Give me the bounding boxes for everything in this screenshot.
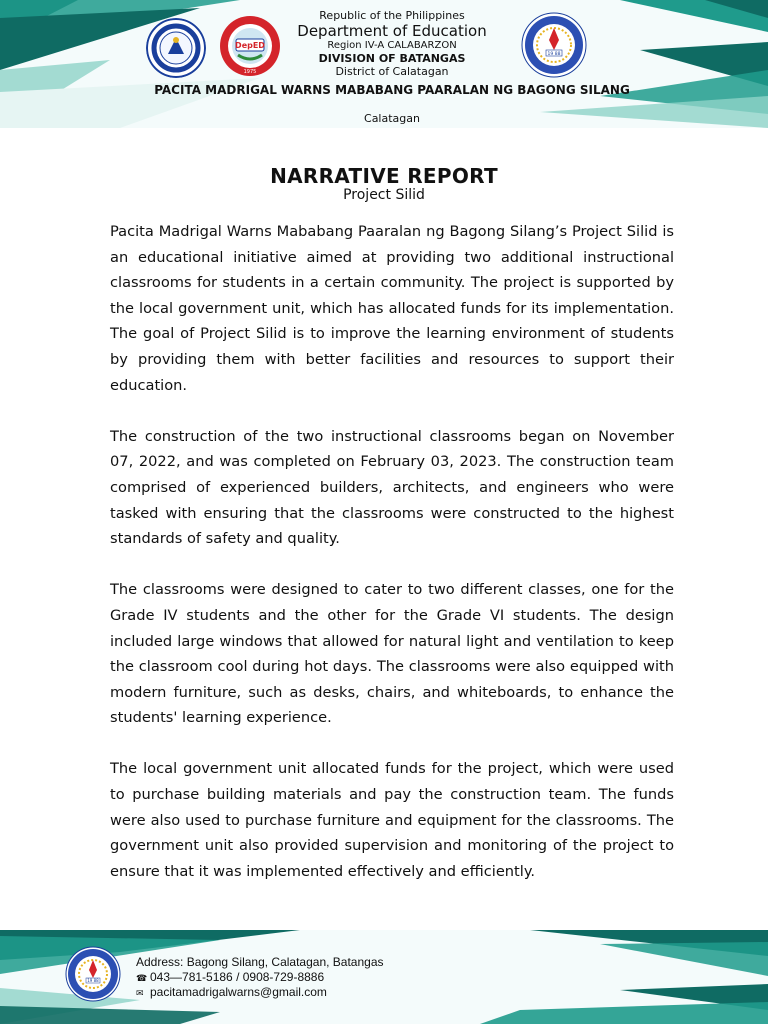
email-line: [136, 985, 384, 1001]
region-label: Region IV-A CALABARZON: [327, 40, 457, 52]
phone-line: [136, 970, 384, 986]
document-title: NARRATIVE REPORT: [270, 164, 498, 188]
republic-label: Republic of the Philippines: [319, 9, 465, 22]
department-label: Department of Education: [297, 22, 487, 41]
paragraph: The construction of the two instructional classrooms began on November 07, 2022, and was completed on February 03, 2023. The construction team comprised of experienced builders, architects, and engineers who were tasked with ensuring that the classrooms were constructed to the highest standards of safety and quality.: [110, 427, 674, 548]
paragraph: The local government unit allocated funds for the project, which were used to purchase building materials and pay the construction team. The funds were also used to purchase furniture and equipment for the classrooms. The government unit also provided supervision and monitoring of the project to ensure that it was implemented effectively and efficiently.: [110, 760, 674, 880]
phone-number: 043—781-5186 / 0908-729-8886: [150, 969, 325, 984]
paragraph: The classrooms were designed to cater to two different classes, one for the Grade IV students and the other for the Grade VI students. The design included large windows that allowed for natural light and ventilation to keep the classroom cool during hot days. The classrooms were also equipped with modern furniture, such as desks, chairs, and whiteboards, to enhance the students' learning experience.: [110, 581, 674, 727]
address-line: Address: Bagong Silang, Calatagan, Batangas: [136, 955, 384, 969]
document-subtitle: Project Silid: [343, 187, 425, 203]
phone-icon: ☎: [136, 972, 148, 983]
paragraph: Pacita Madrigal Warns Mababang Paaralan ng Bagong Silang’s Project Silid is an educational initiative aimed at providing two additional instructional classrooms for students in a certain community. The project is supported by the local government unit, which has allocated funds for its implementation. The goal of Project Silid is to improve the learning environment of students by providing them with better facilities and resources to support their education.: [110, 223, 674, 394]
division-label: DIVISION OF BATANGAS: [318, 52, 466, 66]
document-body: [110, 219, 674, 910]
town-label: Calatagan: [364, 112, 420, 125]
letterhead-text: [250, 9, 534, 79]
district-label: District of Calatagan: [335, 65, 449, 79]
svg-text:1975: 1975: [243, 69, 257, 75]
svg-text:19 88: 19 88: [547, 52, 561, 57]
deped-seal-logo: [146, 18, 206, 78]
svg-text:19 88: 19 88: [87, 978, 99, 983]
email-icon: ✉: [136, 988, 144, 998]
letterhead-footer: [0, 930, 768, 1024]
email-address: pacitamadrigalwarns@gmail.com: [150, 985, 327, 999]
letterhead-header: [0, 0, 768, 128]
svg-text:DepED: DepED: [235, 41, 265, 50]
footer-school-seal-logo: [65, 946, 121, 1002]
school-name: PACITA MADRIGAL WARNS MABABANG PAARALAN NG BAGONG SILANG: [154, 83, 630, 97]
contact-info: [136, 955, 384, 1001]
